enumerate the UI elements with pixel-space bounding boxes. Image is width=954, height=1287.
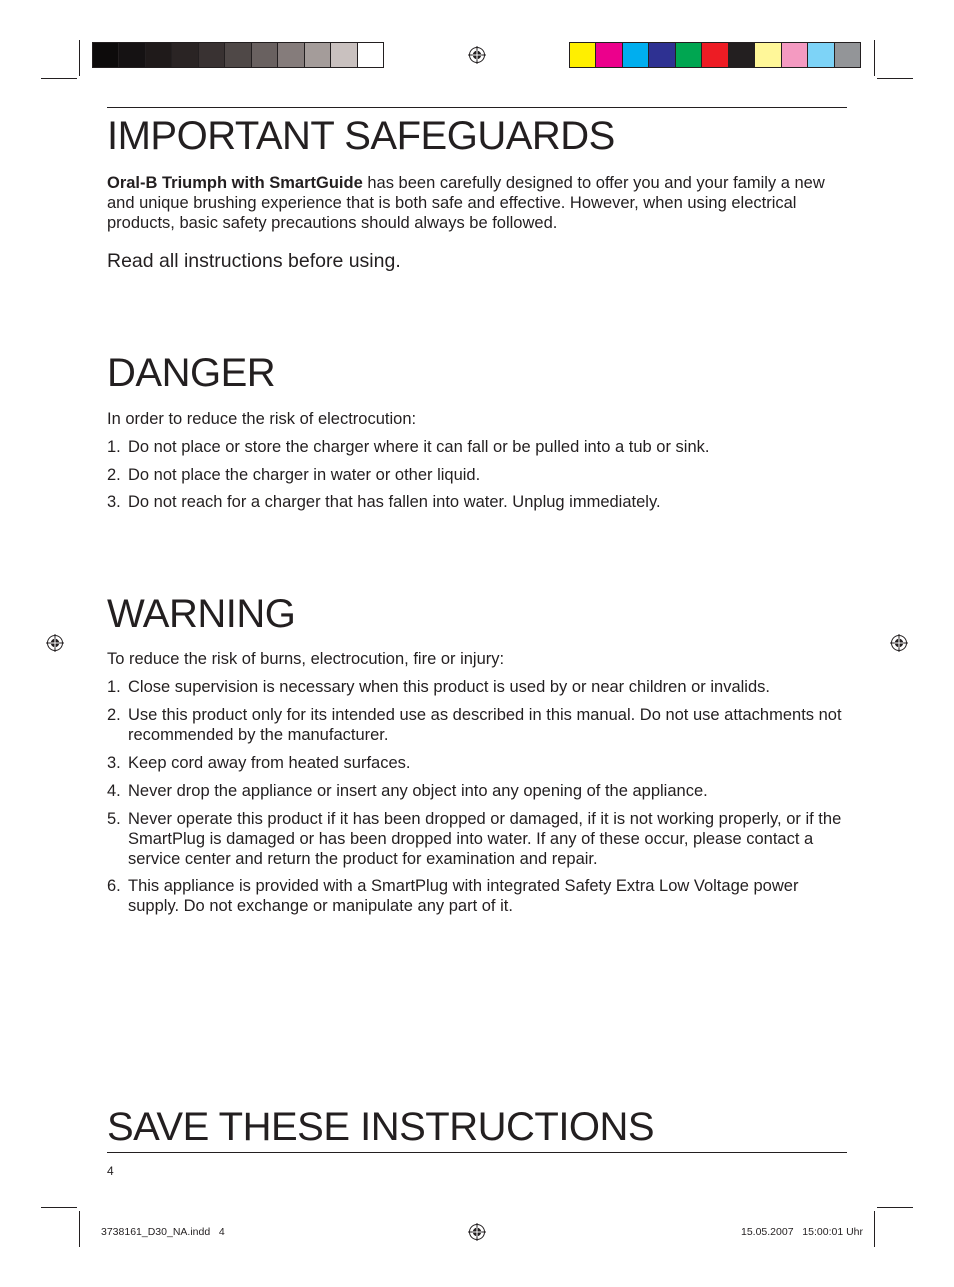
grayscale-swatch — [119, 43, 145, 67]
page-number: 4 — [107, 1164, 114, 1178]
read-note: Read all instructions before using. — [107, 250, 401, 272]
process-color-bar — [569, 42, 861, 68]
warning-item: 1. Close supervision is necessary when this product is used by or near children or invalids. — [107, 678, 770, 696]
danger-item: 3. Do not reach for a charger that has fallen into water. Unplug immediately. — [107, 493, 661, 511]
grayscale-swatch — [358, 43, 383, 67]
grayscale-swatch — [146, 43, 172, 67]
process-swatch — [596, 43, 622, 67]
registration-mark-icon — [468, 1223, 486, 1241]
process-swatch — [570, 43, 596, 67]
intro-text: has been carefully designed to offer you and your family a new and unique brushing experience that is both safe and effective. However, when using electrical products, basic safety precautions should always be followed. — [107, 174, 825, 232]
crop-mark-top-left-horizontal — [41, 78, 77, 79]
warning-item: 2. Use this product only for its intended use as described in this manual. Do not use attachments not recommended by the manufacturer. — [107, 706, 842, 744]
grayscale-swatch — [172, 43, 198, 67]
process-swatch — [782, 43, 808, 67]
danger-lead: In order to reduce the risk of electrocution: — [107, 410, 417, 428]
registration-mark-icon — [890, 634, 908, 652]
grayscale-color-bar — [92, 42, 384, 68]
intro-paragraph — [107, 173, 847, 233]
slug-filename: 3738161_D30_NA.indd 4 — [101, 1226, 225, 1238]
page-title: IMPORTANT SAFEGUARDS — [107, 114, 615, 158]
warning-lead: To reduce the risk of burns, electrocution, fire or injury: — [107, 650, 505, 668]
closing-title: SAVE THESE INSTRUCTIONS — [107, 1105, 655, 1149]
process-swatch — [649, 43, 675, 67]
grayscale-swatch — [199, 43, 225, 67]
registration-mark-icon — [46, 634, 64, 652]
top-rule — [107, 107, 847, 108]
crop-mark-bottom-left-horizontal — [41, 1207, 77, 1208]
danger-item: 1. Do not place or store the charger where it can fall or be pulled into a tub or sink. — [107, 438, 710, 456]
grayscale-swatch — [252, 43, 278, 67]
grayscale-swatch — [225, 43, 251, 67]
process-swatch — [702, 43, 728, 67]
warning-item: 4. Never drop the appliance or insert any object into any opening of the appliance. — [107, 782, 708, 800]
danger-item: 2. Do not place the charger in water or other liquid. — [107, 466, 481, 484]
grayscale-swatch — [278, 43, 304, 67]
warning-item: 5. Never operate this product if it has been dropped or damaged, if it is not working properly, or if the SmartPlug is damaged or has been dropped into water. If any of these occur, please contact a service center and return the product for examination and repair. — [107, 810, 842, 868]
grayscale-swatch — [305, 43, 331, 67]
crop-mark-bottom-left-vertical — [79, 1211, 80, 1247]
grayscale-swatch — [93, 43, 119, 67]
warning-title: WARNING — [107, 592, 296, 636]
process-swatch — [835, 43, 860, 67]
slug-timestamp: 15.05.2007 15:00:01 Uhr — [740, 1226, 863, 1238]
process-swatch — [755, 43, 781, 67]
bottom-rule — [107, 1152, 847, 1153]
crop-mark-top-left-vertical — [79, 40, 80, 76]
process-swatch — [729, 43, 755, 67]
grayscale-swatch — [331, 43, 357, 67]
danger-title: DANGER — [107, 351, 276, 395]
process-swatch — [676, 43, 702, 67]
crop-mark-bottom-right-vertical — [874, 1211, 875, 1247]
crop-mark-top-right-horizontal — [877, 78, 913, 79]
registration-mark-icon — [468, 46, 486, 64]
warning-item: 6. This appliance is provided with a SmartPlug with integrated Safety Extra Low Voltage power supply. Do not exchange or manipulate any part of it. — [107, 877, 799, 915]
product-name: Oral-B Triumph with SmartGuide — [107, 174, 363, 192]
crop-mark-bottom-right-horizontal — [877, 1207, 913, 1208]
warning-item: 3. Keep cord away from heated surfaces. — [107, 754, 411, 772]
crop-mark-top-right-vertical — [874, 40, 875, 76]
process-swatch — [808, 43, 834, 67]
process-swatch — [623, 43, 649, 67]
